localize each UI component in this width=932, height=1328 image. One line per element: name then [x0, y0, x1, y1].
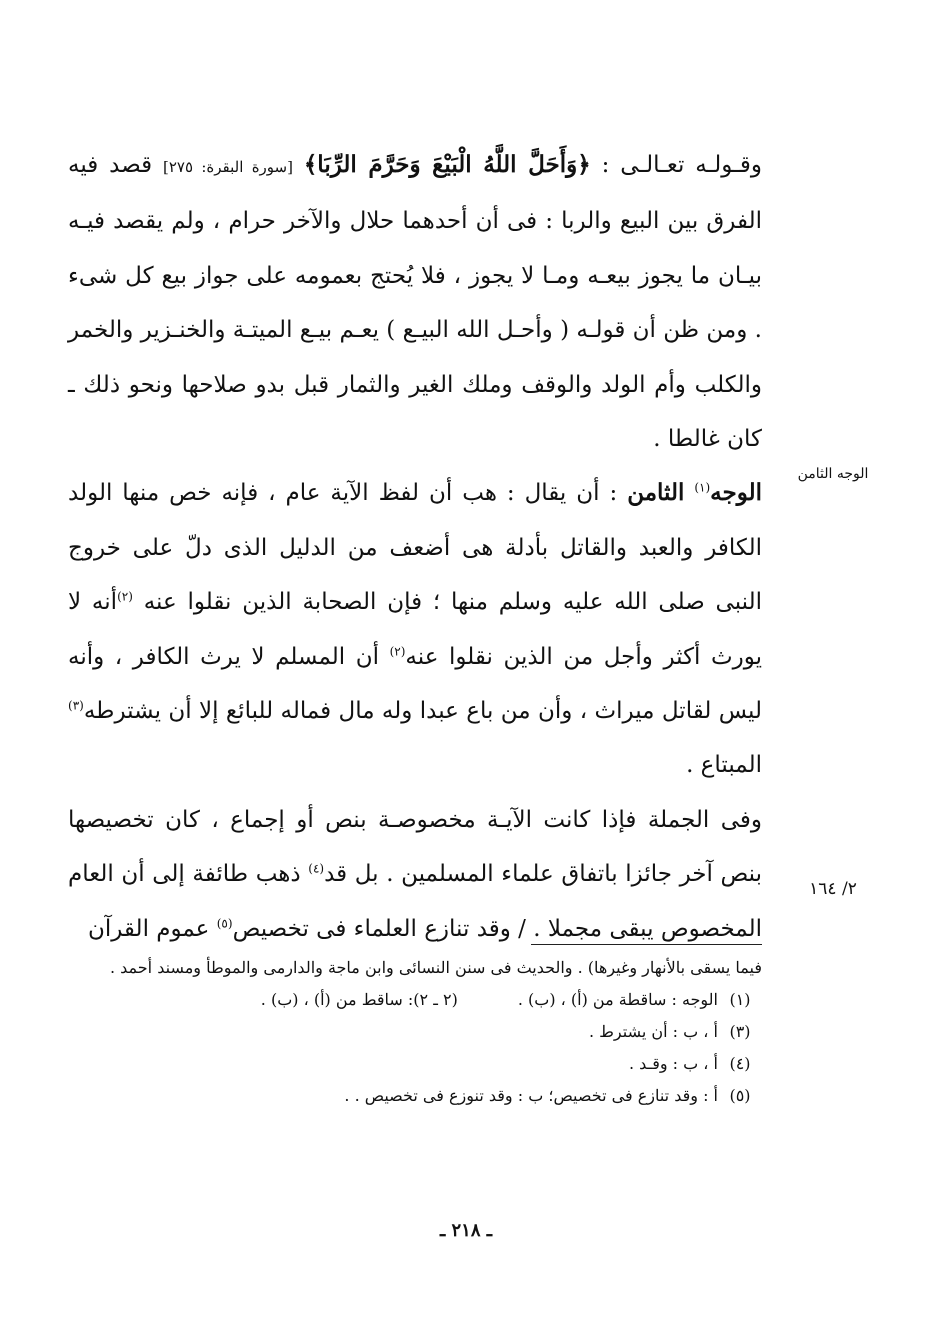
footnote-3: [68, 1016, 762, 1048]
footnote-5: [68, 1080, 762, 1112]
footnote-divider: [531, 944, 762, 945]
footnote-ref-3: (٣): [68, 698, 84, 713]
paragraph-2-text-a: : أن يقال : هب أن لفظ الآية عام ، فإنه خص منها الولد الكافر والعبد والقاتل بأدلة هى أضعف من الدليل الذى دلّ على خروج النبى صلى الله عليه وسلم منها ؛ فإن الصحابة الذين نقلوا عنه: [68, 480, 762, 616]
footnote-4: [68, 1048, 762, 1080]
paragraph-2-text-b: أنه لا يورث أكثر وأجل من الذين نقلوا عنه: [68, 589, 763, 670]
footnote-5-text: أ : وقد تنازع فى تخصيص؛ ب : وقد تنوزع فى تخصيص . .: [344, 1086, 718, 1105]
paragraph-2-text-d: المبتاع .: [686, 752, 762, 779]
footnote-ref-2-close: (٢): [389, 644, 406, 658]
footnote-4-text: أ ، ب : وقـد .: [628, 1054, 718, 1073]
footnote-ref-2-open: (٢): [117, 589, 133, 604]
footnote-1-text: الوجه : ساقطة من (أ) ، (ب) .: [517, 990, 718, 1009]
paragraph-1-text: قصد فيه الفرق بين البيع والربا : فى أن أحدهما حلال والآخر حرام ، ولم يقصد فيـه بيـان ما يجوز بيعـه ومـا لا يجوز ، فلا يُحتج بعمومه على جواز بيع كل شىء . ومن ظن أن قولـه ( وأحـل الله البيـع ) يعـم بيـع الميتـة والخنـزير والخمر والكلب وأم الولد والوقف وملك الغير والثمار قبل بدو صلاحها ونحو ذلك ـ كان غالطا .: [68, 152, 762, 453]
paragraph-1: [68, 138, 762, 466]
footnote-2-number: (٢ ـ ٢): [413, 990, 458, 1009]
margin-heading: الوجه الثامن: [797, 466, 869, 482]
margin-page-reference: ٢/ ١٦٤: [809, 879, 857, 899]
footnote-1: [68, 984, 762, 1016]
footnote-1-number: (١): [729, 990, 751, 1009]
footnote-continuation: فيما يسقى بالأنهار وغيرها) . والحديث فى سنن النسائى وابن ماجة والدارمى والموطأ ومسند أحمد .: [109, 958, 762, 977]
footnote-3-text: أ ، ب : أن يشترط .: [588, 1022, 718, 1041]
paragraph-3-text-b: ذهب طائفة إلى أن العام المخصوص يبقى مجملا . / وقد تنازع العلماء فى تخصيص: [68, 861, 762, 942]
footnote-2-text: : ساقط من (أ) ، (ب) .: [260, 990, 414, 1009]
paragraph-2: [68, 466, 762, 792]
main-text: [68, 138, 762, 956]
footnote-4-number: (٤): [729, 1054, 751, 1073]
footnotes: [68, 952, 762, 1112]
footnote-ref-5: (٥): [216, 916, 233, 931]
paragraph-2-heading: الوجه: [710, 479, 763, 507]
footnote-5-number: (٥): [729, 1086, 751, 1105]
footnote-ref-4: (٤): [308, 861, 325, 876]
paragraph-2-text-c: أن المسلم لا يرث الكافر ، وأنه ليس لقاتل ميراث ، وأن من باع عبدا وله مال فماله للبائع إلا أن يشترطه: [68, 643, 762, 725]
page-number: ـ ٢١٨ ـ: [439, 1220, 493, 1241]
verse-citation: [سورة البقرة: ٢٧٥]: [163, 158, 293, 176]
paragraph-3-text-c: عموم القرآن: [87, 915, 210, 942]
paragraph-1-intro: وقـولـه تعـالـى :: [601, 152, 763, 178]
footnote-3-number: (٣): [729, 1022, 751, 1041]
paragraph-2-heading-2: الثامن: [627, 479, 685, 507]
paragraph-3-text-a: وفى الجملة فإذا كانت الآيـة مخصوصـة بنص أو إجماع ، كان تخصيصها بنص آخر جائزا باتفاق علماء المسلمين . بل قد: [68, 806, 762, 888]
quran-verse: ﴿وَأَحَلَّ اللَّهُ الْبَيْعَ وَحَرَّمَ الرِّبَا﴾: [303, 151, 591, 178]
footnote-ref-1: (١): [694, 480, 711, 495]
paragraph-3: [68, 793, 762, 956]
